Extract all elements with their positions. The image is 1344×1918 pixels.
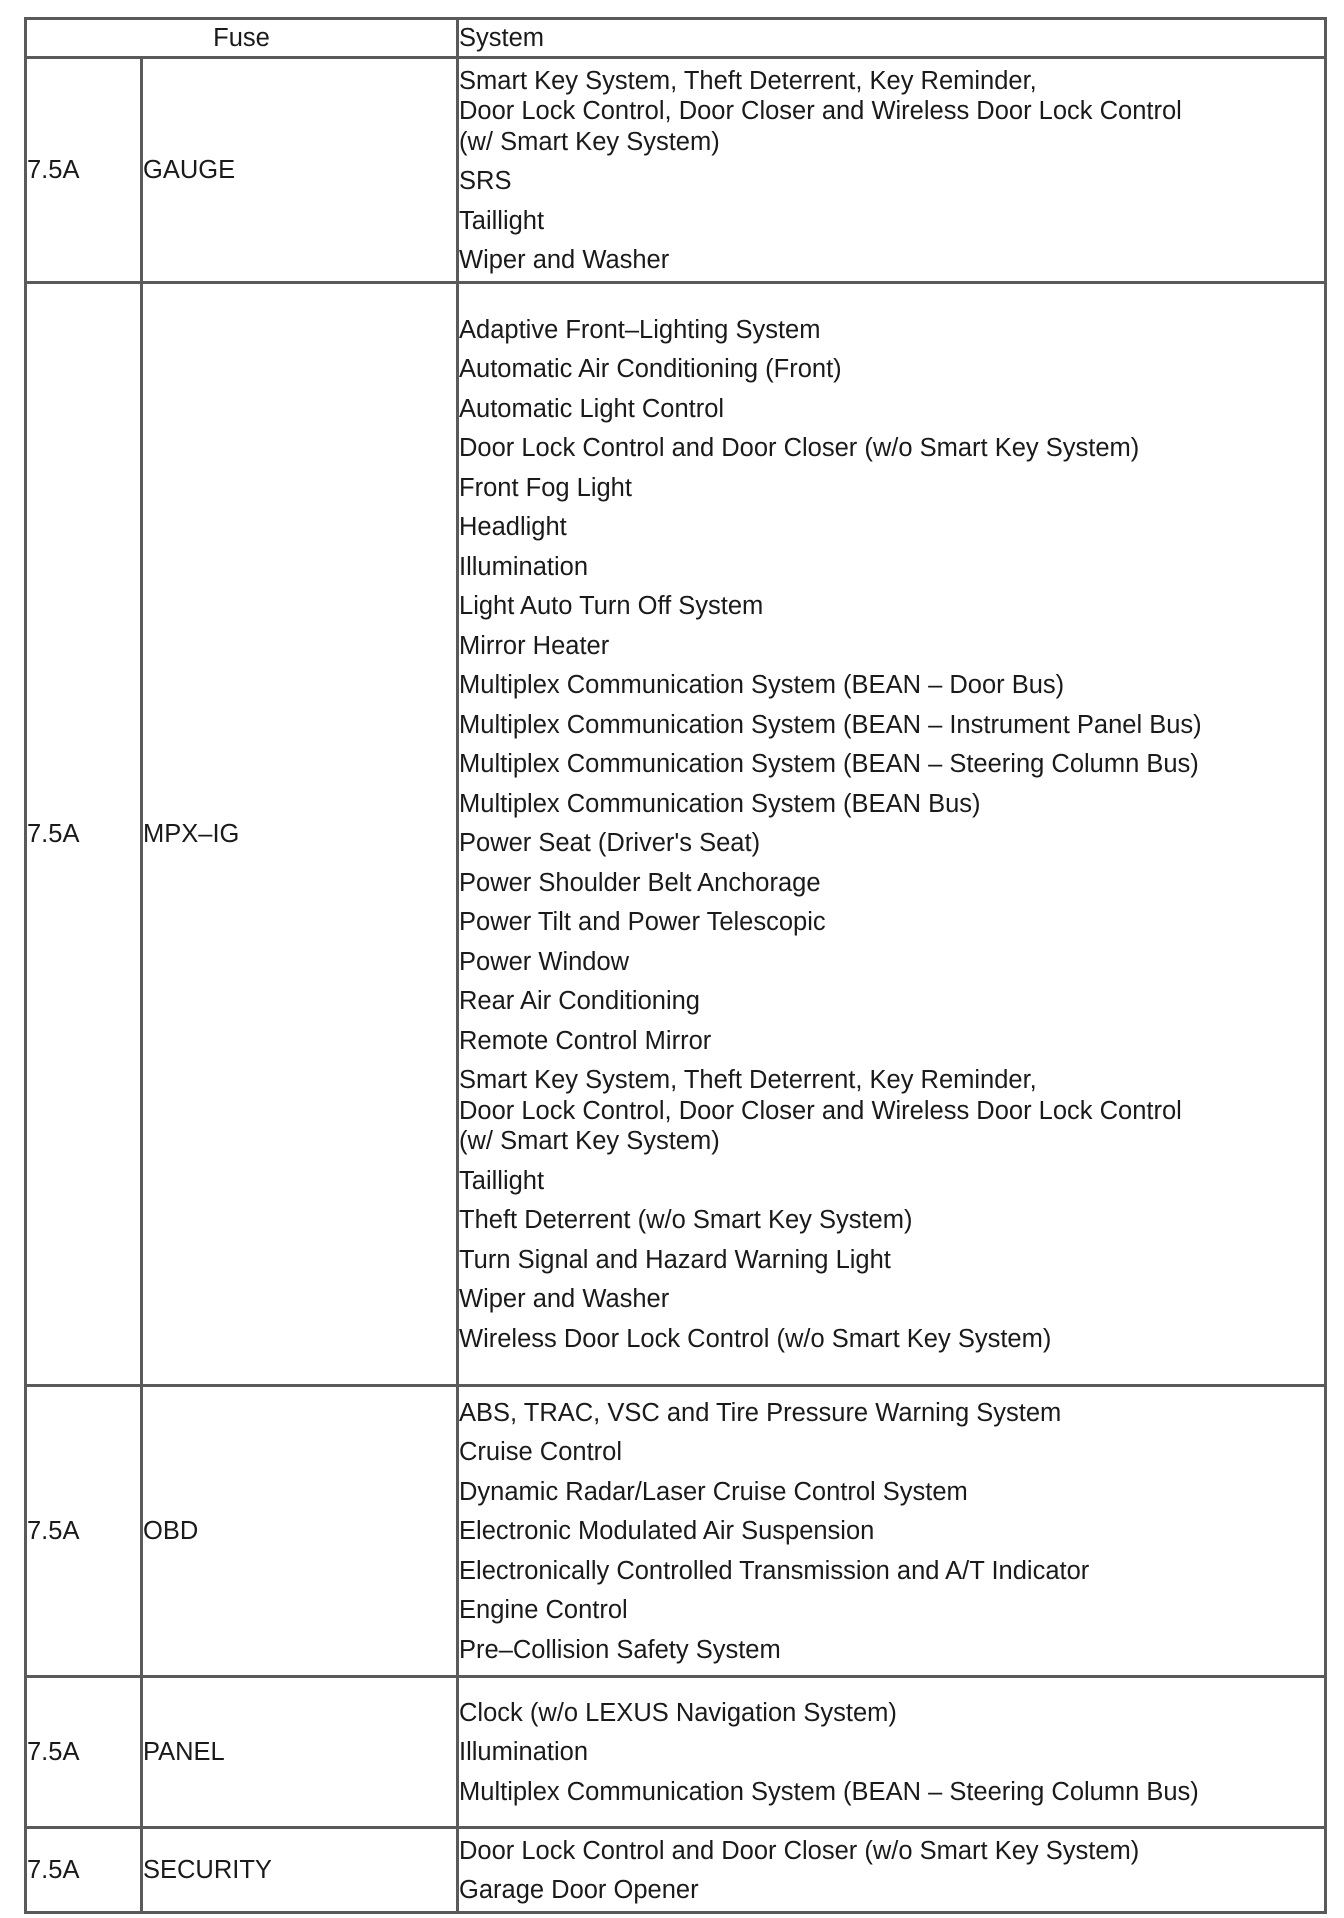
system-item [459,1472,1324,1512]
fuse-name: SECURITY [142,1828,458,1913]
system-item-line: Door Lock Control, Door Closer and Wireless Door Lock Control [459,97,1182,125]
system-item-line: Adaptive Front–Lighting System [459,315,821,344]
system-item-line: Power Window [459,947,630,976]
system-item [459,1240,1324,1280]
system-item [459,586,1324,626]
system-item [459,1279,1324,1319]
system-item-line: Wiper and Washer [459,1285,670,1314]
fuse-name: GAUGE [142,58,458,283]
system-item [459,1319,1324,1359]
system-item-line: Wireless Door Lock Control (w/o Smart Key System) [459,1324,1052,1353]
fuse-table [24,17,1327,1914]
system-list-cell [458,1386,1326,1677]
system-item-line: (w/ Smart Key System) [459,1127,720,1156]
system-item [459,981,1324,1021]
system-item-line: Turn Signal and Hazard Warning Light [459,1245,891,1274]
fuse-name: PANEL [142,1677,458,1828]
system-item-line: Pre–Collision Safety System [459,1635,781,1664]
system-item [459,547,1324,587]
system-item [459,1831,1324,1871]
system-item [459,1590,1324,1630]
system-item-line: Cruise Control [459,1438,622,1467]
fuse-amperage: 7.5A [26,58,142,283]
system-item-line: Electronically Controlled Transmission and A/T Indicator [459,1556,1090,1585]
system-item-line: Multiplex Communication System (BEAN – Instrument Panel Bus) [459,710,1202,739]
system-item-line: Power Shoulder Belt Anchorage [459,868,821,897]
fuse-amperage: 7.5A [26,1386,142,1677]
system-item [459,507,1324,547]
system-item [459,942,1324,982]
system-item [459,468,1324,508]
fuse-column-header: Fuse [26,19,458,58]
system-item-line: Power Seat (Driver's Seat) [459,829,761,858]
system-list-cell [458,1677,1326,1828]
system-item-line: Door Lock Control and Door Closer (w/o Smart Key System) [459,434,1140,463]
system-item [459,823,1324,863]
system-item-line: Automatic Air Conditioning (Front) [459,355,842,384]
system-item-line: ABS, TRAC, VSC and Tire Pressure Warning System [459,1398,1062,1427]
system-item-line: Smart Key System, Theft Deterrent, Key Reminder, [459,66,1037,95]
system-item [459,1393,1324,1433]
system-item [459,902,1324,942]
system-item [459,744,1324,784]
fuse-row [26,283,1326,1386]
system-item-line: Illumination [459,1738,588,1767]
system-item-line: Clock (w/o LEXUS Navigation System) [459,1698,897,1727]
system-item-line: Front Fog Light [459,473,632,502]
system-item-line: Power Tilt and Power Telescopic [459,908,826,937]
fuse-name: MPX–IG [142,283,458,1386]
system-item [459,665,1324,705]
system-item-line: Door Lock Control and Door Closer (w/o Smart Key System) [459,1836,1140,1865]
system-item-line: Automatic Light Control [459,394,725,423]
fuse-row [26,58,1326,283]
system-item-line: Headlight [459,513,567,542]
system-item-line: Multiplex Communication System (BEAN – Door Bus) [459,671,1065,700]
system-item [459,349,1324,389]
system-item [459,863,1324,903]
system-item-line: Theft Deterrent (w/o Smart Key System) [459,1206,913,1235]
system-item [459,784,1324,824]
system-item-line: Electronic Modulated Air Suspension [459,1517,875,1546]
system-item [459,428,1324,468]
system-item-line: Dynamic Radar/Laser Cruise Control System [459,1477,968,1506]
system-item-line: Illumination [459,552,588,581]
system-item [459,1060,1324,1161]
system-item-line: Remote Control Mirror [459,1026,712,1055]
header-row [26,19,1326,58]
system-item-line: Door Lock Control, Door Closer and Wireless Door Lock Control [459,1096,1182,1125]
system-item [459,1630,1324,1670]
system-item-line: (w/ Smart Key System) [459,127,720,156]
system-item-line: Light Auto Turn Off System [459,592,764,621]
fuse-amperage: 7.5A [26,1828,142,1913]
fuse-table-body [26,58,1326,1913]
system-list-cell [458,58,1326,283]
system-item [459,1161,1324,1201]
system-item [459,1511,1324,1551]
system-item-line: Taillight [459,1166,545,1195]
system-item-line: Taillight [459,206,545,235]
system-item [459,1200,1324,1240]
system-list-cell [458,1828,1326,1913]
system-item [459,161,1324,201]
system-item [459,1021,1324,1061]
fuse-name: OBD [142,1386,458,1677]
system-item [459,240,1324,280]
system-item-line: Rear Air Conditioning [459,987,700,1016]
system-item [459,310,1324,350]
system-item-line: Wiper and Washer [459,246,670,274]
system-item-line: Smart Key System, Theft Deterrent, Key Reminder, [459,1066,1037,1095]
system-item-line: Mirror Heater [459,631,610,660]
system-item [459,626,1324,666]
system-list-cell [458,283,1326,1386]
fuse-row [26,1386,1326,1677]
system-item-line: Garage Door Opener [459,1876,699,1904]
fuse-amperage: 7.5A [26,1677,142,1828]
system-item-line: SRS [459,167,512,195]
system-item [459,1732,1324,1772]
system-item-line: Engine Control [459,1596,628,1625]
system-item [459,61,1324,162]
fuse-row [26,1677,1326,1828]
system-item [459,1772,1324,1812]
system-column-header: System [458,19,1326,58]
system-item [459,1432,1324,1472]
fuse-row [26,1828,1326,1913]
system-item-line: Multiplex Communication System (BEAN – Steering Column Bus) [459,750,1199,779]
system-item [459,389,1324,429]
system-item [459,705,1324,745]
fuse-table-sheet [24,17,1324,1914]
system-item [459,1693,1324,1733]
system-item-line: Multiplex Communication System (BEAN – Steering Column Bus) [459,1777,1199,1806]
system-item [459,201,1324,241]
system-item-line: Multiplex Communication System (BEAN Bus) [459,789,981,818]
system-item [459,1870,1324,1910]
fuse-amperage: 7.5A [26,283,142,1386]
system-item [459,1551,1324,1591]
